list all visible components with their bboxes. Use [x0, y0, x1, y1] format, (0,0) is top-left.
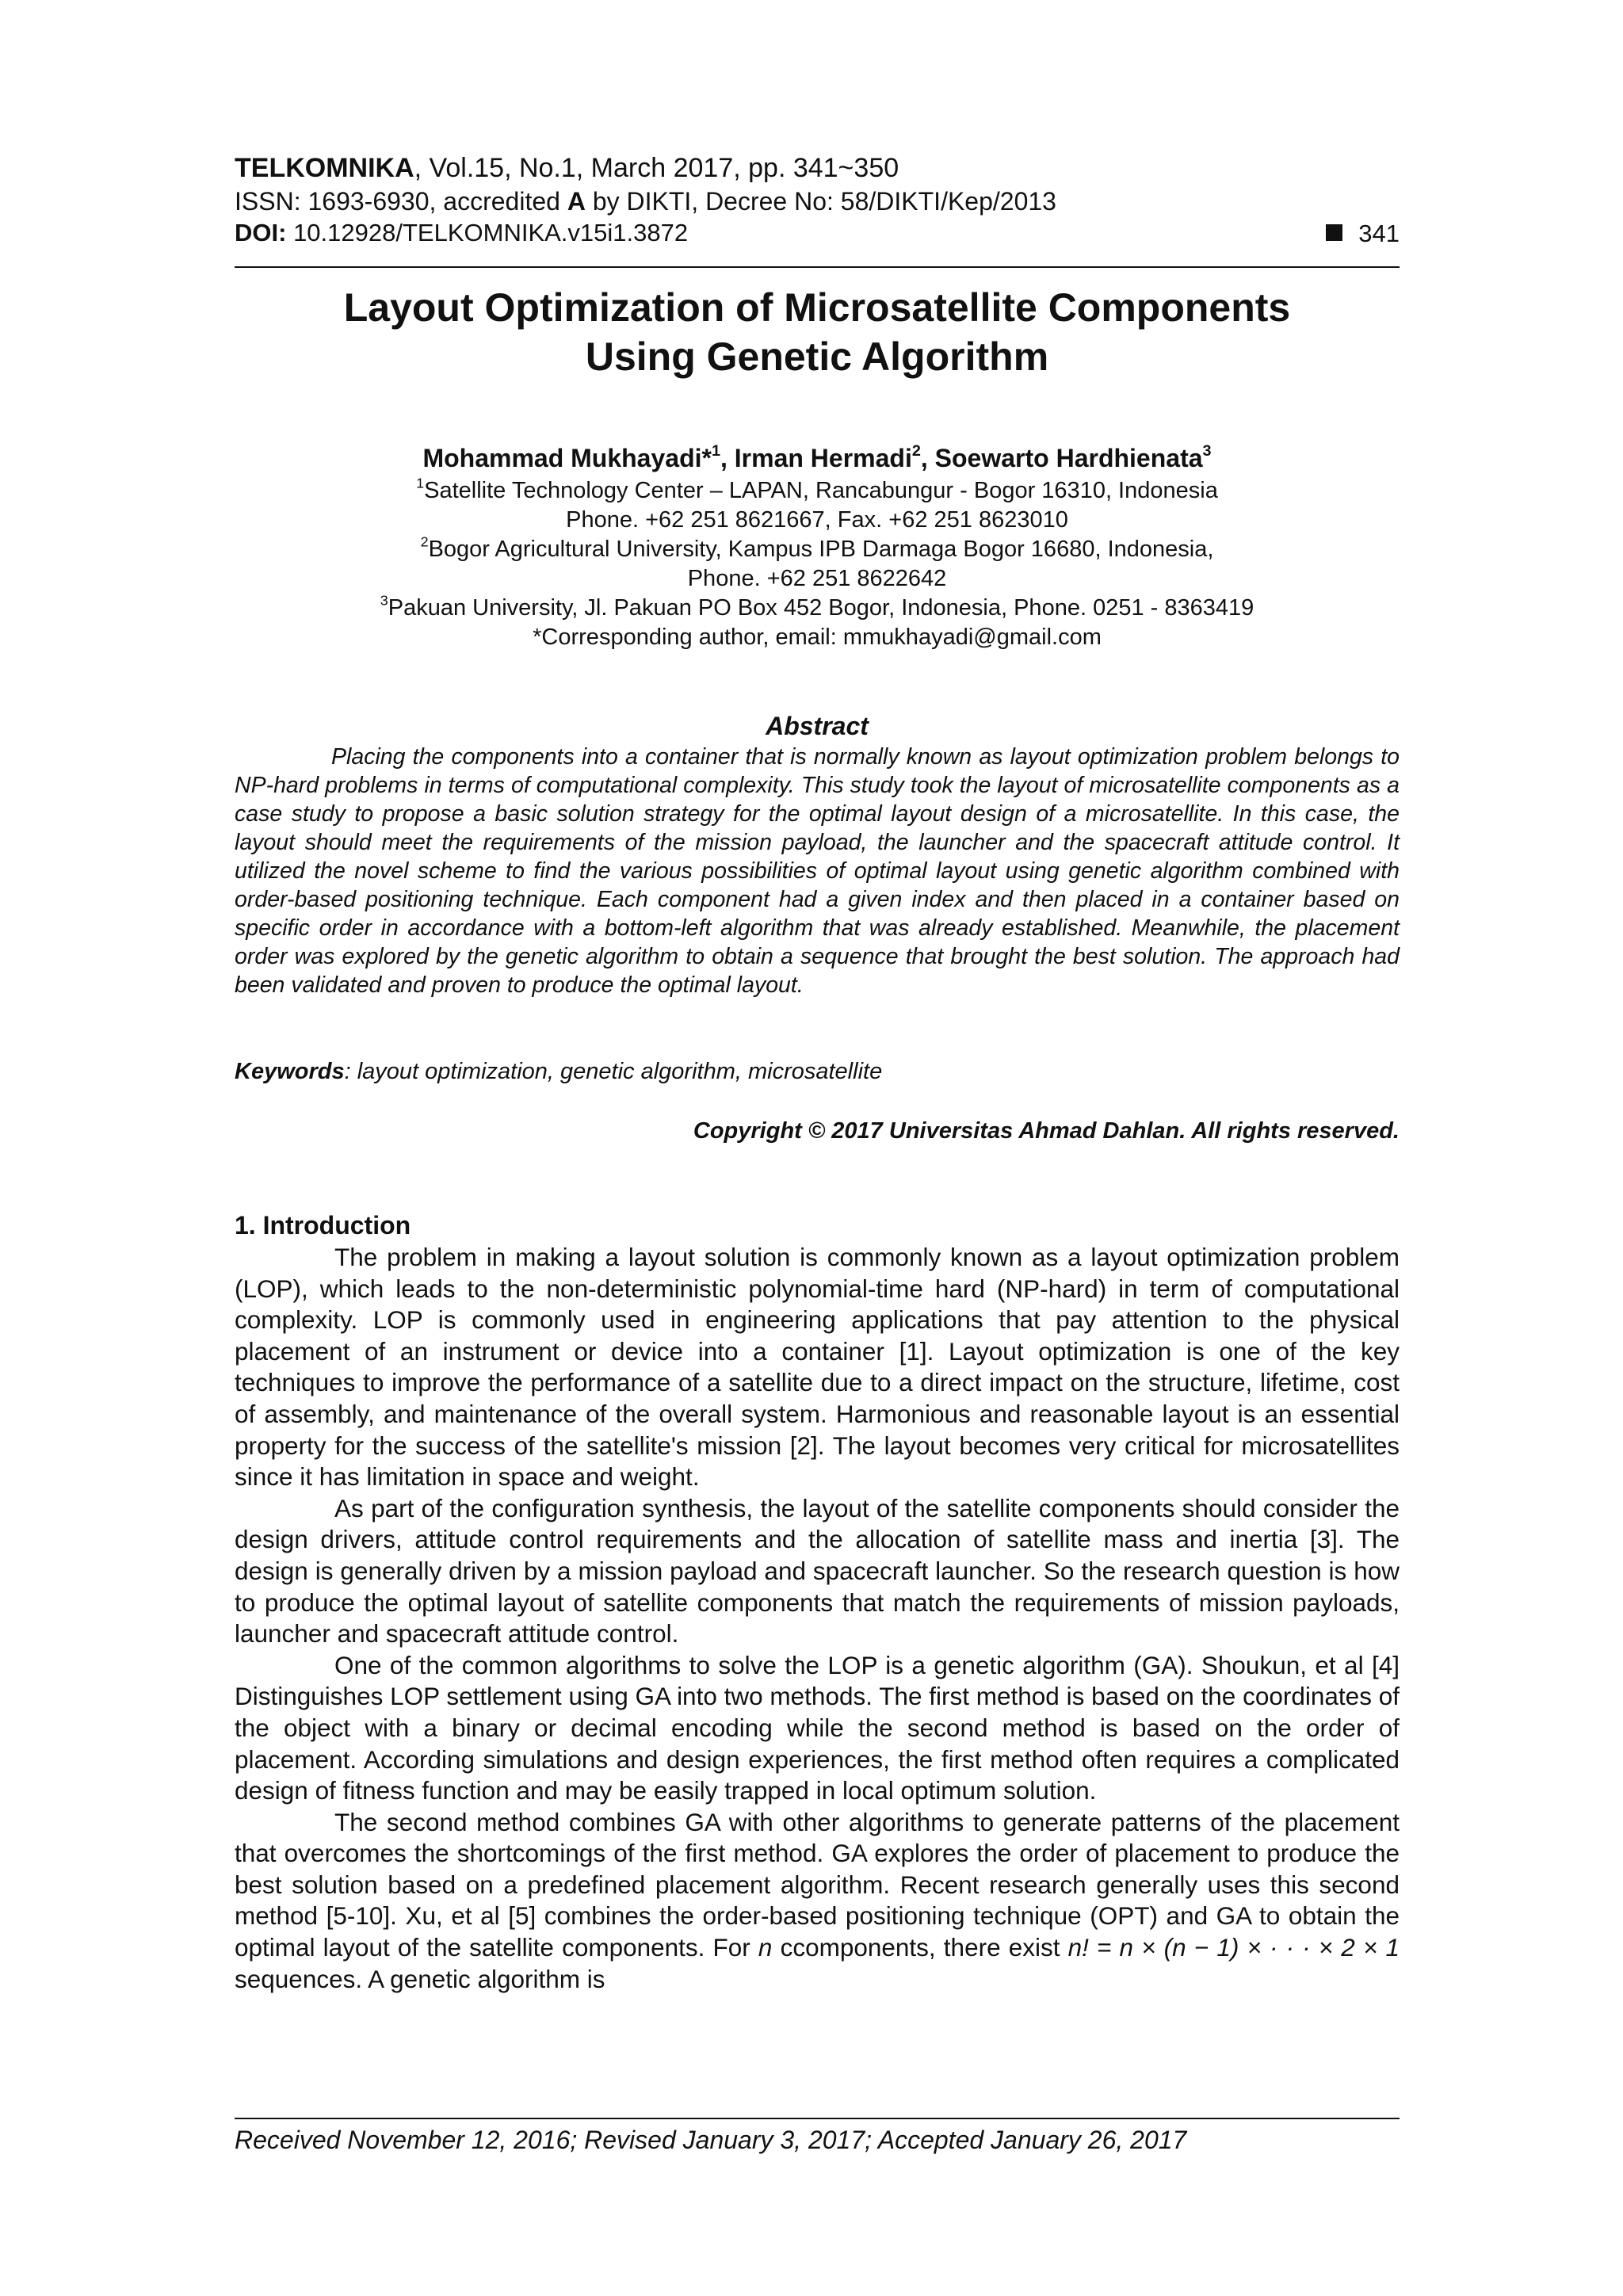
abstract-text: Placing the components into a container that is normally known as layout optimization problem belongs to NP-hard problems in terms of computational complexity. This study took the layout of microsatellite components as a case study to propose a basic solution strategy for the optimal layout design of a microsatellite. In this case, the layout should meet the requirements of the mission payload, the launcher and the spacecraft attitude control. It utilized the novel scheme to find the various possibilities of optimal layout using genetic algorithm combined with order-based positioning technique. Each component had a given index and then placed in a container based on specific order in accordance with a bottom-left algorithm that was already established. Meanwhile, the placement order was explored by the genetic algorithm to obtain a sequence that brought the best solution. The approach had been validated and proven to produce the optimal layout.: [235, 744, 1400, 998]
abstract-heading: Abstract: [766, 712, 869, 740]
affiliation-2: $^2$Bogor Agricultural University, Kampus IPB Darmaga Bogor 16680, Indonesia,: [420, 533, 1214, 562]
section-heading-introduction: 1. Introduction: [235, 1211, 411, 1240]
paragraph: The second method combines GA with other algorithms to generate patterns of the placement that overcomes the shortcomings of the first method. GA explores the order of placement to produce the best solution based on a predefined placement algorithm. Recent research generally uses this second method [5-10]. Xu, et al [5] combines the order-based positioning technique (OPT) and GA to obtain the optimal layout of the satellite components. For n ccomponents, there exist n! = n × (n − 1) × · · · × 2 × 1 sequences. A genetic algorithm is: [235, 1807, 1400, 1993]
paragraph: As part of the configuration synthesis, the layout of the satellite components should consider the design drivers, attitude control requirements and the allocation of satellite mass and inertia [3]. The design is generally driven by a mission payload and spacecraft launcher. So the research question is how to produce the optimal layout of satellite components that match the requirements of mission payloads, launcher and spacecraft attitude control.: [235, 1493, 1400, 1648]
keywords-text: : layout optimization, genetic algorithm, microsatellite: [344, 1059, 883, 1084]
keywords-label: Keywords: [235, 1059, 345, 1084]
author-1-sup: 1: [711, 442, 720, 460]
affiliation-1: $^1$Satellite Technology Center – LAPAN, Rancabungur - Bogor 16310, Indonesia: [416, 475, 1218, 503]
page-number-value: 341: [1358, 220, 1400, 247]
issn-line: [235, 187, 1400, 216]
footer-rule: [235, 2118, 1400, 2119]
introduction-body: [235, 1242, 1400, 1995]
paragraph: One of the common algorithms to solve the LOP is a genetic algorithm (GA). Shoukun, et al [4] Distinguishes LOP settlement using GA into two methods. The first method is based on the coordinates of the object with a binary or decimal encoding while the second method is based on the order of placement. According simulations and design experiences, the first method often requires a complicated design of fitness function and may be easily trapped in local optimum solution.: [235, 1650, 1400, 1805]
doi-line: [235, 219, 1400, 247]
affiliation-2-phone: Phone. +62 251 8622642: [687, 566, 947, 591]
corresponding-author: *Corresponding author, email: mmukhayadi@gmail.com: [533, 625, 1102, 650]
affiliation-1-phone: Phone. +62 251 8621667, Fax. +62 251 8623010: [566, 507, 1068, 533]
journal-volume: , Vol.15, No.1, March 2017, pp. 341~350: [414, 153, 899, 183]
author-3: , Soewarto Hardhienata: [920, 444, 1203, 472]
author-2-sup: 2: [911, 442, 921, 460]
affiliations: [235, 476, 1400, 652]
title-line-1: Layout Optimization of Microsatellite Components: [343, 285, 1291, 330]
square-bullet-icon: [1326, 224, 1342, 241]
accredited-pre: accredited: [443, 187, 567, 216]
copyright-notice: Copyright © 2017 Universitas Ahmad Dahlan. All rights reserved.: [693, 1118, 1400, 1144]
author-2: , Irman Hermadi: [720, 444, 912, 472]
doi-label: DOI:: [235, 219, 294, 246]
journal-name: TELKOMNIKA: [235, 153, 414, 183]
paper-title: [235, 283, 1400, 381]
page-number: [1326, 220, 1400, 248]
doi-link[interactable]: 10.12928/TELKOMNIKA.v15i1.3872: [293, 219, 689, 246]
title-line-2: Using Genetic Algorithm: [585, 334, 1049, 379]
author-list: [235, 442, 1400, 474]
accredited-grade: A: [567, 187, 586, 216]
factorial-formula: n! = n × (n − 1) × · · · × 2 × 1: [1067, 1933, 1400, 1962]
author-1: Mohammad Mukhayadi*: [422, 444, 712, 472]
received-dates: Received November 12, 2016; Revised January 3, 2017; Accepted January 26, 2017: [235, 2126, 1187, 2154]
header-rule: [235, 266, 1400, 268]
keywords: [235, 1059, 1400, 1085]
affiliation-3: $^3$Pakuan University, Jl. Pakuan PO Box 452 Bogor, Indonesia, Phone. 0251 - 8363419: [380, 592, 1254, 621]
author-3-sup: 3: [1202, 442, 1212, 460]
accredited-post: by DIKTI, Decree No: 58/DIKTI/Kep/2013: [585, 187, 1056, 216]
issn: ISSN: 1693-6930,: [235, 187, 444, 216]
journal-header-line: [235, 153, 1400, 184]
paragraph: The problem in making a layout solution is commonly known as a layout optimization problem (LOP), which leads to the non-deterministic polynomial-time hard (NP-hard) in term of computational complexity. LOP is commonly used in engineering applications that pay attention to the physical placement of an instrument or device into a container [1]. Layout optimization is one of the key techniques to improve the performance of a satellite due to a direct impact on the structure, lifetime, cost of assembly, and maintenance of the overall system. Harmonious and reasonable layout is an essential property for the success of the satellite's mission [2]. The layout becomes very critical for microsatellites since it has limitation in space and weight.: [235, 1243, 1400, 1492]
